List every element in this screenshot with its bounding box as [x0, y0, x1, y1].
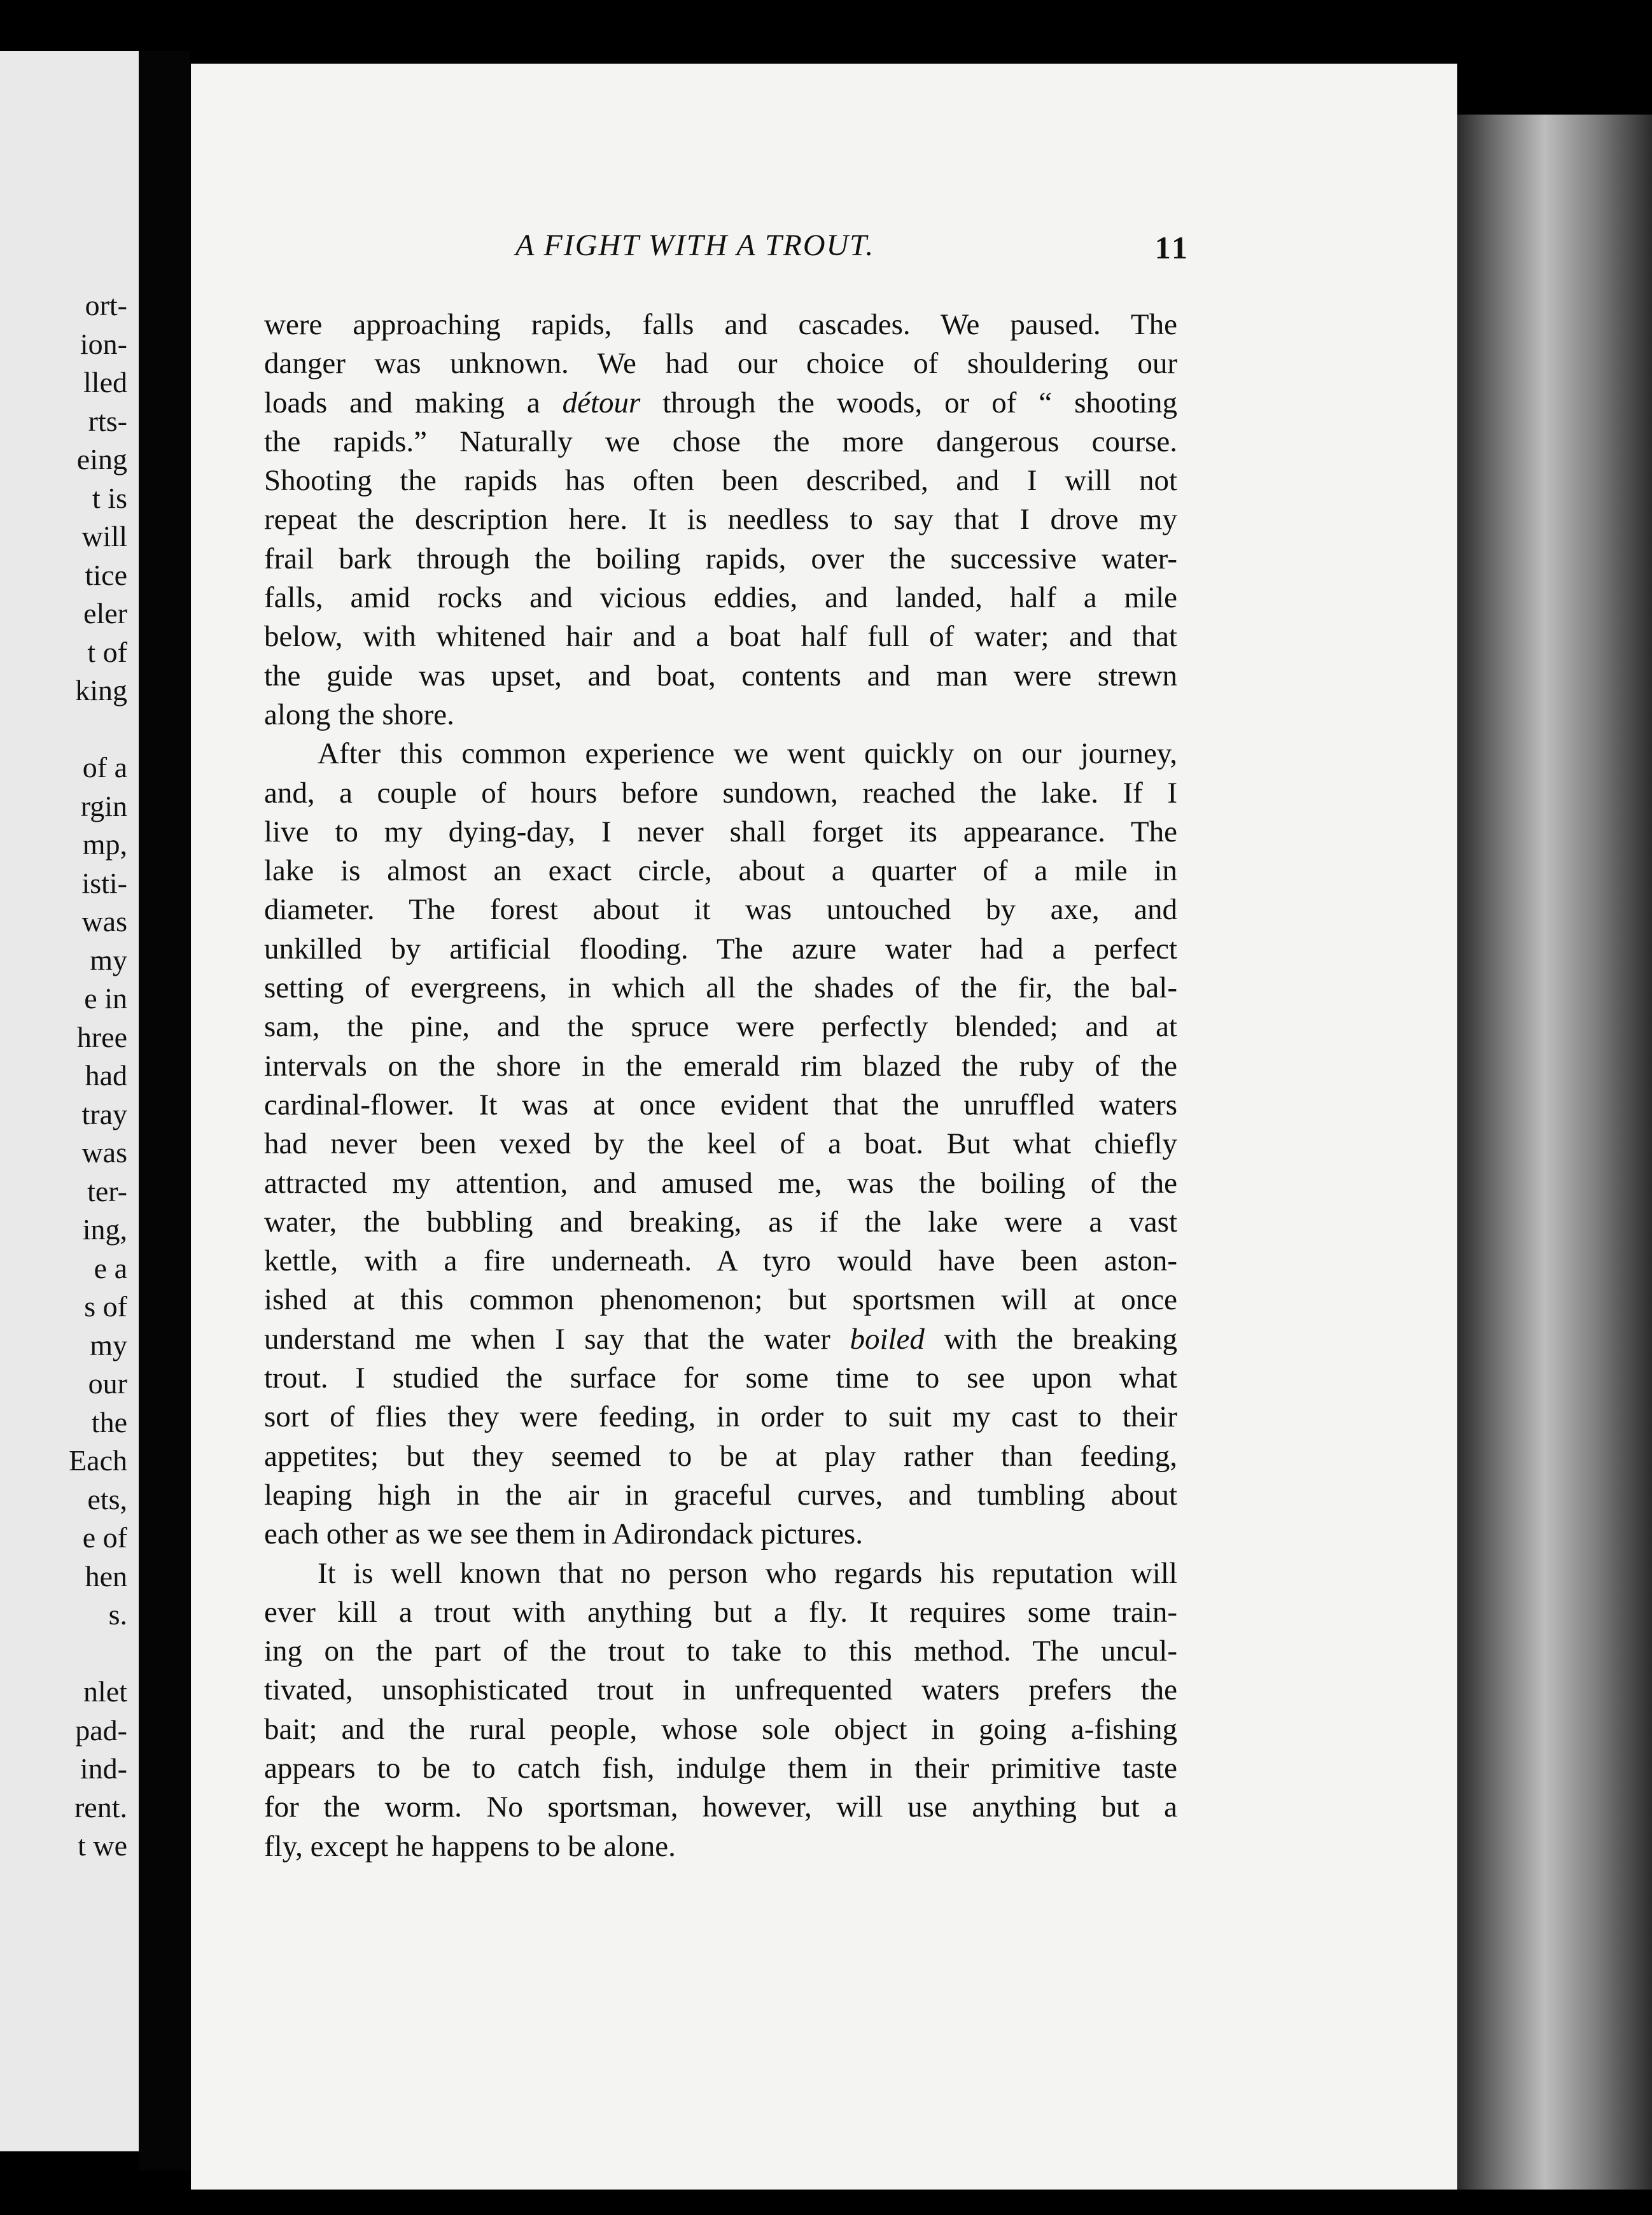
facing-page-fragment: e a — [94, 1251, 127, 1284]
text-line: each other as we see them in Adirondack pictures. — [264, 1517, 863, 1551]
text-line: sort of flies they were feeding, in order to suit my cast to their — [264, 1400, 1177, 1434]
text-line: ever kill a trout with anything but a fly. It requires some train- — [264, 1595, 1177, 1629]
facing-page-fragment: ter- — [87, 1174, 127, 1207]
text-line: sam, the pine, and the spruce were perfectly blended; and at — [264, 1010, 1177, 1044]
text-line: attracted my attention, and amused me, was the boiling of the — [264, 1166, 1177, 1200]
facing-page-fragment: ets, — [87, 1482, 127, 1515]
text-line: Shooting the rapids has often been described, and I will not — [264, 464, 1177, 498]
text-line: below, with whitened hair and a boat half full of water; and that — [264, 620, 1177, 654]
paragraph — [264, 1554, 1177, 1866]
facing-page-fragment: ion- — [80, 327, 127, 360]
facing-page-fragment: of a — [82, 751, 127, 784]
text-line: water, the bubbling and breaking, as if the lake were a vast — [264, 1205, 1177, 1239]
facing-page-fragment: hen — [85, 1559, 127, 1593]
text-line: repeat the description here. It is needless to say that I drove my — [264, 503, 1177, 537]
facing-page-fragment: ing, — [82, 1213, 127, 1246]
text-line: lake is almost an exact circle, about a quarter of a mile in — [264, 854, 1177, 888]
text-line: ished at this common phenomenon; but sportsmen will at once — [264, 1283, 1177, 1317]
paragraph — [264, 735, 1177, 1554]
facing-page-fragment: Each — [69, 1444, 127, 1477]
facing-page-fragment: rts- — [88, 404, 127, 437]
text-line: kettle, with a fire underneath. A tyro would have been aston- — [264, 1244, 1177, 1278]
text-line: setting of evergreens, in which all the shades of the fir, the bal- — [264, 971, 1177, 1005]
text-line: It is well known that no person who regards his reputation will — [318, 1556, 1177, 1590]
text-line: tivated, unsophisticated trout in unfrequented waters prefers the — [264, 1673, 1177, 1707]
facing-page-fragment: rgin — [80, 789, 127, 822]
facing-page-fragment: isti- — [81, 866, 127, 899]
running-title: A FIGHT WITH A TROUT. — [515, 229, 875, 262]
facing-page-fragment: tray — [81, 1097, 127, 1130]
text-line: live to my dying-day, I never shall forget its appearance. The — [264, 815, 1177, 848]
text-line: loads and making a détour through the woods, or of “ shooting — [264, 386, 1177, 419]
facing-page-fragment: king — [75, 674, 127, 707]
facing-page-fragment: pad- — [75, 1713, 127, 1747]
facing-page — [0, 51, 139, 2151]
facing-page-fragment: rent. — [74, 1790, 127, 1824]
facing-page-fragment: nlet — [83, 1675, 127, 1708]
text-line: understand me when I say that the water boiled with the breaking — [264, 1322, 1177, 1356]
facing-page-fragment — [0, 710, 127, 749]
text-line: trout. I studied the surface for some time to see upon what — [264, 1361, 1177, 1395]
text-line: diameter. The forest about it was untouched by axe, and — [264, 893, 1177, 927]
page-edges — [1457, 115, 1652, 2190]
facing-page-fragment: my — [90, 943, 127, 976]
facing-page-fragment: was — [81, 1136, 127, 1169]
text-line: danger was unknown. We had our choice of shouldering our — [264, 347, 1177, 381]
facing-page-fragment: e in — [84, 982, 127, 1015]
paragraph — [264, 306, 1177, 735]
text-line: fly, except he happens to be alone. — [264, 1829, 676, 1863]
facing-page-fragment: had — [85, 1059, 127, 1092]
facing-page-fragment: s. — [108, 1598, 127, 1631]
text-line: intervals on the shore in the emerald rim blazed the ruby of the — [264, 1049, 1177, 1083]
facing-page-fragment: lled — [83, 366, 127, 398]
facing-page-fragment: ort- — [85, 289, 127, 321]
text-line: were approaching rapids, falls and cascades. We paused. The — [264, 308, 1177, 341]
text-line: falls, amid rocks and vicious eddies, and landed, half a mile — [264, 581, 1177, 615]
facing-page-fragment: our — [88, 1367, 127, 1400]
facing-page-fragment: ind- — [80, 1752, 127, 1785]
text-line: unkilled by artificial flooding. The azure water had a perfect — [264, 932, 1177, 966]
facing-page-fragment: e of — [82, 1521, 127, 1554]
text-line: along the shore. — [264, 698, 454, 731]
body-text — [264, 306, 1177, 1866]
page-header — [515, 228, 1190, 279]
text-line: appears to be to catch fish, indulge them in their primitive taste — [264, 1751, 1177, 1785]
text-line: the rapids.” Naturally we chose the more dangerous course. — [264, 425, 1177, 458]
text-line: for the worm. No sportsman, however, will use anything but a — [264, 1790, 1177, 1824]
facing-page-fragment: the — [91, 1405, 127, 1438]
facing-page-fragment: eing — [76, 443, 127, 475]
text-line: the guide was upset, and boat, contents and man were strewn — [264, 659, 1177, 693]
facing-page-fragment: was — [81, 905, 127, 938]
facing-page-fragment: mp, — [82, 828, 127, 861]
facing-page-fragment: s of — [84, 1290, 127, 1323]
facing-page-fragment: will — [81, 520, 127, 552]
text-line: leaping high in the air in graceful curves, and tumbling about — [264, 1478, 1177, 1512]
text-line: had never been vexed by the keel of a boat. But what chiefly — [264, 1127, 1177, 1161]
facing-page-fragment: tice — [85, 558, 127, 591]
facing-page-fragment: eler — [83, 597, 127, 629]
facing-page-fragment: t is — [92, 481, 127, 514]
facing-page-text — [0, 286, 127, 1866]
facing-page-fragment: t we — [78, 1829, 127, 1862]
facing-page-fragment: my — [90, 1328, 127, 1361]
text-line: appetites; but they seemed to be at play rather than feeding, — [264, 1439, 1177, 1473]
facing-page-fragment: hree — [76, 1020, 127, 1053]
text-line: cardinal-flower. It was at once evident that the unruffled waters — [264, 1088, 1177, 1122]
text-line: bait; and the rural people, whose sole object in going a-fishing — [264, 1712, 1177, 1746]
text-line: ing on the part of the trout to take to this method. The uncul- — [264, 1635, 1177, 1668]
facing-page-fragment: t of — [87, 635, 127, 668]
text-line: frail bark through the boiling rapids, over the successive water- — [264, 542, 1177, 575]
text-line: After this common experience we went quickly on our journey, — [318, 737, 1177, 771]
book-gutter — [139, 51, 190, 2170]
facing-page-fragment — [0, 1635, 127, 1673]
text-line: and, a couple of hours before sundown, reached the lake. If I — [264, 776, 1177, 810]
page-number: 11 — [1154, 230, 1190, 265]
